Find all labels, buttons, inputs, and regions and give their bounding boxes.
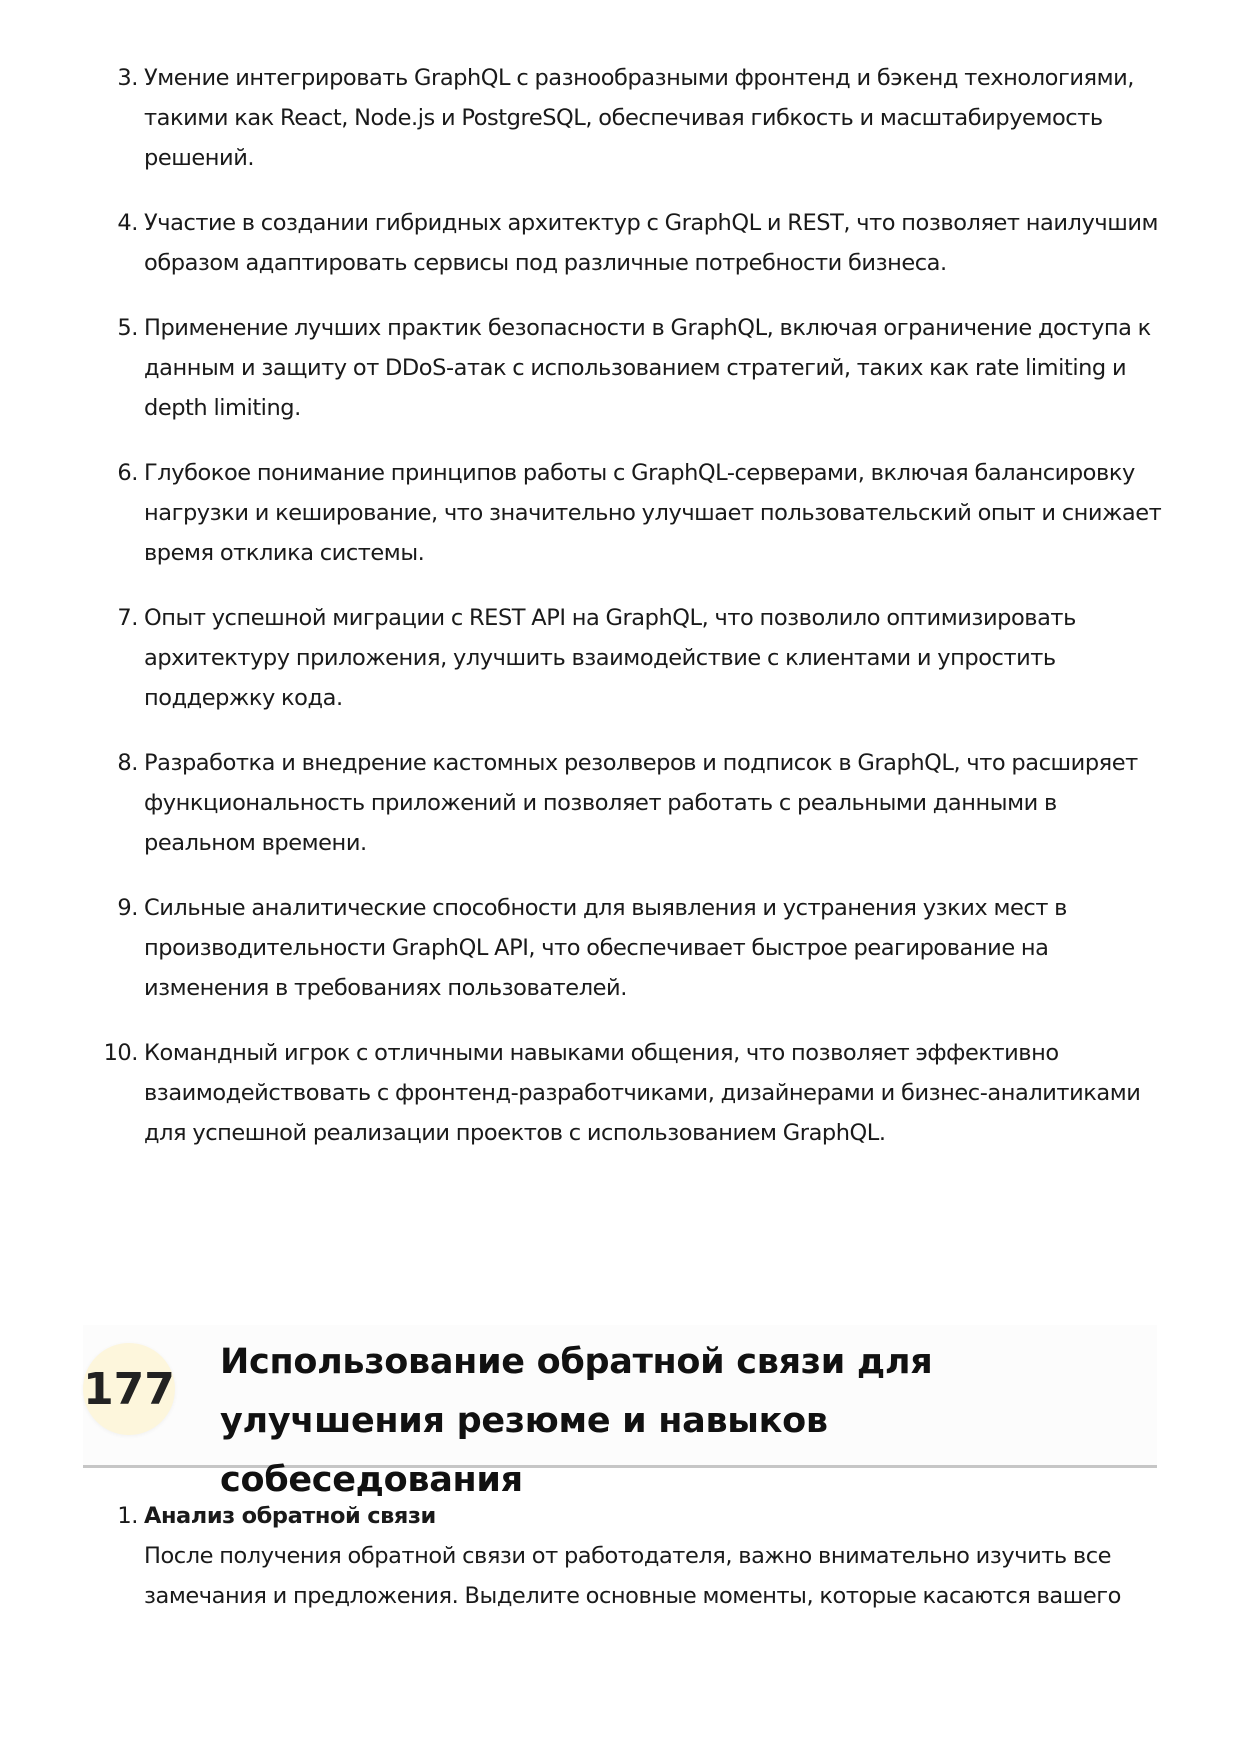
feedback-list	[106, 1496, 1166, 1616]
list-item-text: Применение лучших практик безопасности в GraphQL, включая ограничение доступа к данным и защиту от DDoS-атак с использованием стратегий, таких как rate limiting и depth limiting.	[144, 315, 1151, 421]
list-item-number: 1.	[117, 1503, 138, 1529]
list-item-text: После получения обратной связи от работодателя, важно внимательно изучить все замечания и предложения. Выделите основные моменты, которые касаются вашего	[144, 1543, 1121, 1609]
list-item-number: 8.	[117, 750, 138, 776]
list-item-text: Сильные аналитические способности для выявления и устранения узких мест в производительности GraphQL API, что обеспечивает быстрое реагирование на изменения в требованиях пользователей.	[144, 895, 1067, 1001]
list-item-number: 9.	[117, 895, 138, 921]
list-item	[106, 743, 1166, 863]
list-item-text: Умение интегрировать GraphQL с разнообразными фронтенд и бэкенд технологиями, такими как React, Node.js и PostgreSQL, обеспечивая гибкость и масштабируемость решений.	[144, 65, 1135, 171]
list-item-number: 7.	[117, 605, 138, 631]
section-title: Использование обратной связи для улучшения резюме и навыков собеседования	[220, 1342, 933, 1500]
list-item	[106, 598, 1166, 718]
list-item	[106, 308, 1166, 428]
list-item-text: Командный игрок с отличными навыками общения, что позволяет эффективно взаимодействовать с фронтенд-разработчиками, дизайнерами и бизнес-аналитиками для успешной реализации проектов с использованием GraphQL.	[144, 1040, 1141, 1146]
list-item-text: Опыт успешной миграции с REST API на GraphQL, что позволило оптимизировать архитектуру приложения, улучшить взаимодействие с клиентами и упростить поддержку кода.	[144, 605, 1076, 711]
list-item-text: Участие в создании гибридных архитектур с GraphQL и REST, что позволяет наилучшим образом адаптировать сервисы под различные потребности бизнеса.	[144, 210, 1159, 276]
list-item	[106, 58, 1166, 178]
skills-list	[103, 58, 1166, 1178]
list-item	[106, 203, 1166, 283]
list-item-title: Анализ обратной связи	[144, 1503, 436, 1529]
list-item	[106, 888, 1166, 1008]
list-item-number: 3.	[117, 65, 138, 91]
chapter-number-badge: 177	[83, 1343, 175, 1435]
list-item	[106, 453, 1166, 573]
list-item	[106, 1496, 1166, 1616]
list-item-text: Глубокое понимание принципов работы с GraphQL-серверами, включая балансировку нагрузки и кеширование, что значительно улучшает пользовательский опыт и снижает время отклика системы.	[144, 460, 1162, 566]
list-item-text: Разработка и внедрение кастомных резолверов и подписок в GraphQL, что расширяет функциональность приложений и позволяет работать с реальными данными в реальном времени.	[144, 750, 1138, 856]
section-header	[83, 1325, 1157, 1500]
list-item-number: 5.	[117, 315, 138, 341]
list-item-number: 4.	[117, 210, 138, 236]
list-item	[103, 1033, 1166, 1153]
list-item-number: 6.	[117, 460, 138, 486]
list-item-number: 10.	[103, 1040, 138, 1066]
